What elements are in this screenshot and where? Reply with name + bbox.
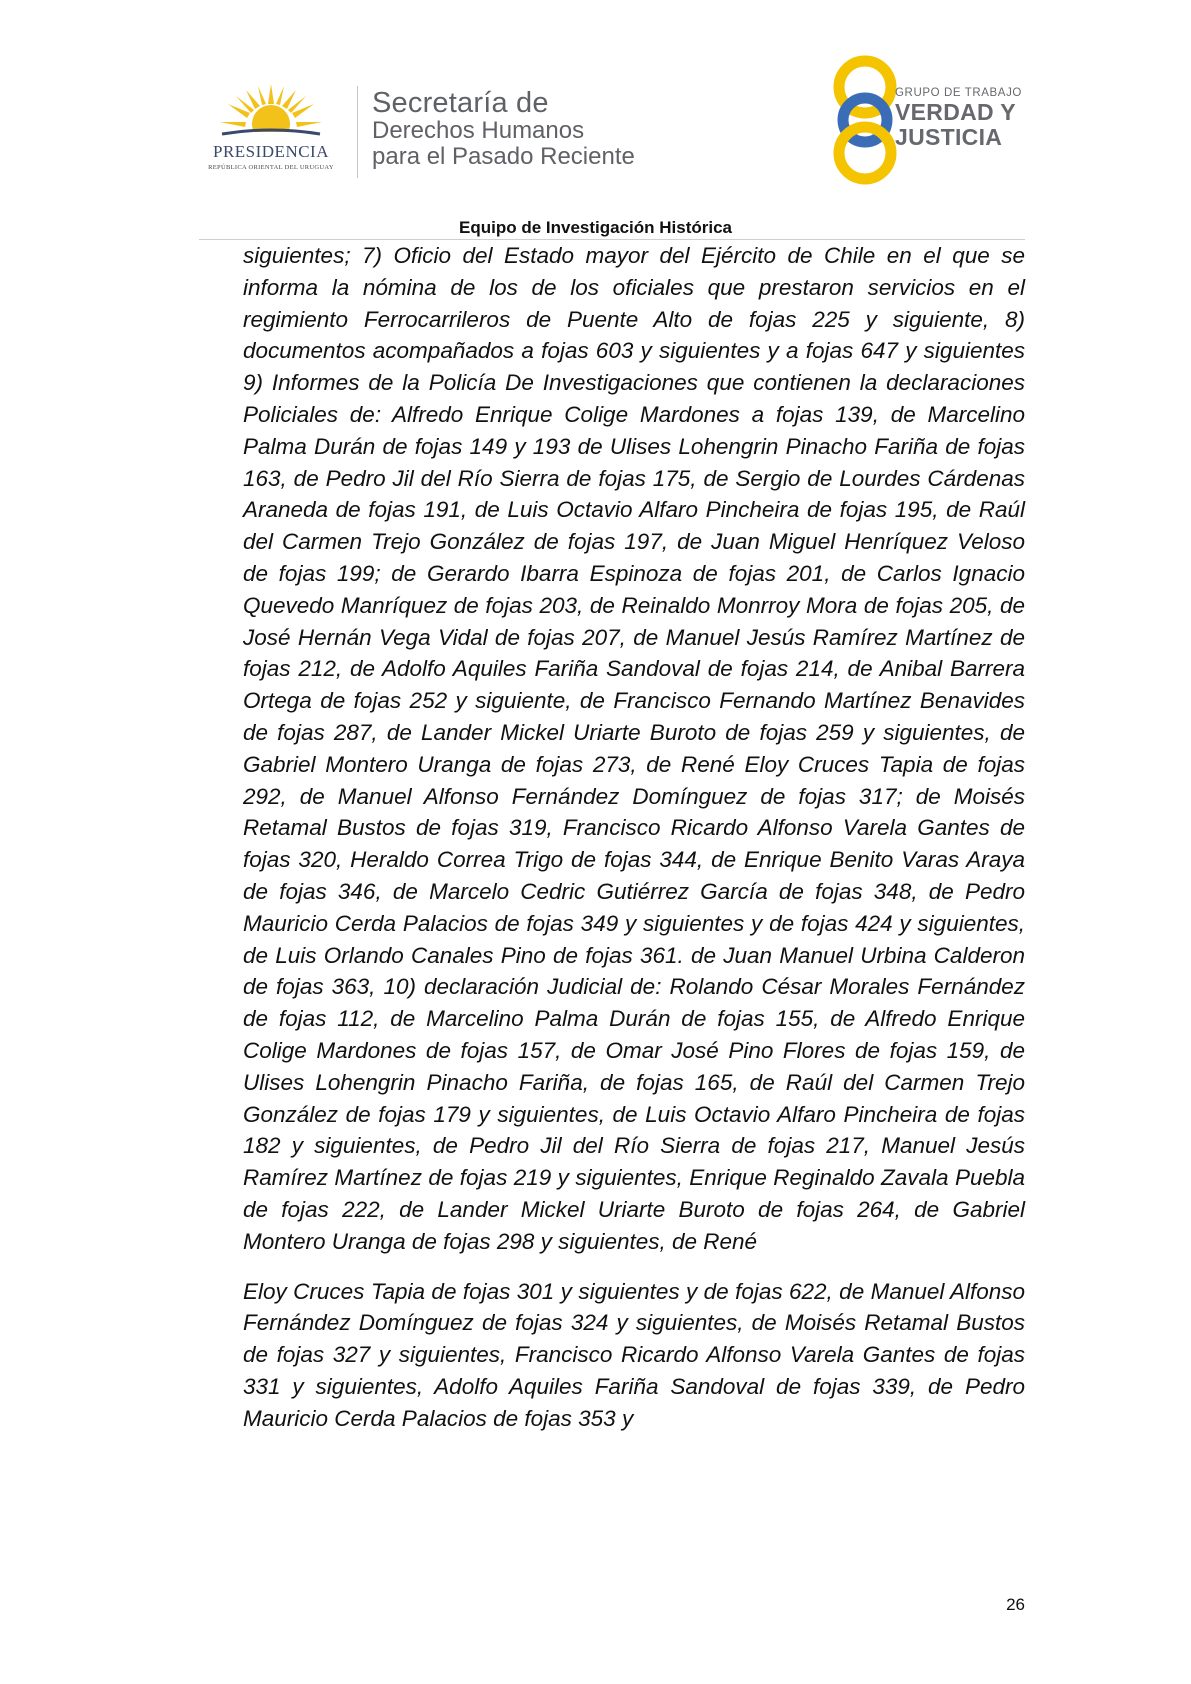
secretaria-line-1: Secretaría de	[372, 87, 549, 119]
body-paragraph-1: siguientes; 7) Oficio del Estado mayor del Ejército de Chile en el que se informa la nómina de los de los oficiales que prestaron servicios en el regimiento Ferrocarrileros de Puente Alto de fojas 225 y siguiente, 8) documentos acompañados a fojas 603 y siguientes y a fojas 647 y siguientes 9) Informes de la Policía De Investigaciones que contienen la declaraciones Policiales de: Alfredo Enrique Colige Mardones a fojas 139, de Marcelino Palma Durán de fojas 149 y 193 de Ulises Lohengrin Pinacho Fariña de fojas 163, de Pedro Jil del Río Sierra de fojas 175, de Sergio de Lourdes Cárdenas Araneda de fojas 191, de Luis Octavio Alfaro Pincheira de fojas 195, de Raúl del Carmen Trejo González de fojas 197, de Juan Miguel Henríquez Veloso de fojas 199; de Gerardo Ibarra Espinoza de fojas 201, de Carlos Ignacio Quevedo Manríquez de fojas 203, de Reinaldo Monrroy Mora de fojas 205, de José Hernán Vega Vidal de fojas 207, de Manuel Jesús Ramírez Martínez de fojas 212, de Adolfo Aquiles Fariña Sandoval de fojas 214, de Anibal Barrera Ortega de fojas 252 y siguiente, de Francisco Fernando Martínez Benavides de fojas 287, de Lander Mickel Uriarte Buroto de fojas 259 y siguientes, de Gabriel Montero Uranga de fojas 273, de René Eloy Cruces Tapia de fojas 292, de Manuel Alfonso Fernández Domínguez de fojas 317; de Moisés Retamal Bustos de fojas 319, Francisco Ricardo Alfonso Varela Gantes de fojas 320, Heraldo Correa Trigo de fojas 344, de Enrique Benito Varas Araya de fojas 346, de Marcelo Cedric Gutiérrez García de fojas 348, de Pedro Mauricio Cerda Palacios de fojas 349 y siguientes y de fojas 424 y siguientes, de Luis Orlando Canales Pino de fojas 361. de Juan Manuel Urbina Calderon de fojas 363, 10) declaración Judicial de: Rolando César Morales Fernández de fojas 112, de Marcelino Palma Durán de fojas 155, de Alfredo Enrique Colige Mardones de fojas 157, de Omar José Pino Flores de fojas 159, de Ulises Lohengrin Pinacho Fariña, de fojas 165, de Raúl del Carmen Trejo González de fojas 179 y siguientes, de Luis Octavio Alfaro Pincheira de fojas 182 y siguientes, de Pedro Jil del Río Sierra de fojas 217, Manuel Jesús Ramírez Martínez de fojas 219 y siguientes, Enrique Reginaldo Zavala Puebla de fojas 222, de Lander Mickel Uriarte Buroto de fojas 264, de Gabriel Montero Uranga de fojas 298 y siguientes, de René	[243, 243, 1025, 1254]
page-header	[0, 0, 1191, 240]
presidencia-subtitle: REPÚBLICA ORIENTAL DEL URUGUAY	[208, 164, 334, 171]
page-number: 26	[1006, 1595, 1025, 1614]
secretaria-line-2: Derechos Humanos	[372, 117, 585, 144]
body-paragraph-2: Eloy Cruces Tapia de fojas 301 y siguientes y de fojas 622, de Manuel Alfonso Fernández Domínguez de fojas 324 y siguientes, de Moisés Retamal Bustos de fojas 327 y siguientes, Francisco Ricardo Alfonso Varela Gantes de fojas 331 y siguientes, Adolfo Aquiles Fariña Sandoval de fojas 339, de Pedro Mauricio Cerda Palacios de fojas 353 y	[243, 1278, 1025, 1431]
secretaria-logo-text	[372, 88, 712, 170]
grupo-trabajo-line-1: GRUPO DE TRABAJO	[895, 87, 1022, 99]
header-divider	[357, 86, 358, 178]
presidencia-logo	[196, 82, 346, 178]
document-body	[243, 240, 1025, 1434]
secretaria-line-3: para el Pasado Reciente	[372, 143, 635, 170]
team-title: Equipo de Investigación Histórica	[459, 218, 732, 237]
grupo-trabajo-line-2: VERDAD Y	[895, 99, 1016, 125]
sun-icon	[216, 82, 326, 144]
presidencia-name: PRESIDENCIA	[212, 142, 329, 161]
grupo-trabajo-line-3: JUSTICIA	[895, 124, 1003, 150]
grupo-trabajo-logo-text	[895, 86, 1055, 150]
